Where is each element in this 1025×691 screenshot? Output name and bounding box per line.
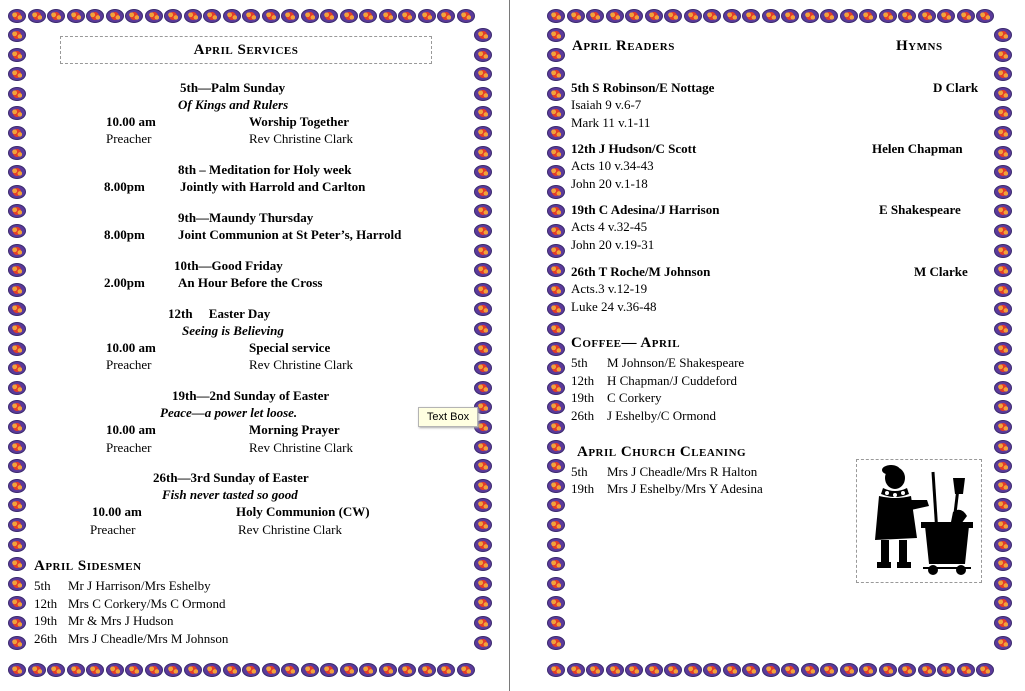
easter-egg-icon (547, 224, 565, 238)
easter-egg-icon (994, 479, 1012, 493)
easter-egg-icon (994, 636, 1012, 650)
easter-egg-icon (547, 146, 565, 160)
easter-egg-icon (547, 538, 565, 552)
easter-egg-icon (474, 596, 492, 610)
easter-egg-icon (994, 342, 1012, 356)
service-role: Preacher (90, 522, 136, 537)
service-role: Preacher (106, 131, 152, 146)
easter-egg-icon (898, 663, 916, 677)
easter-egg-icon (8, 557, 26, 571)
easter-egg-icon (8, 498, 26, 512)
easter-egg-icon (223, 9, 241, 23)
cleaning-names: Mrs J Eshelby/Mrs Y Adesina (607, 481, 763, 496)
easter-egg-icon (8, 106, 26, 120)
coffee-day: 12th (571, 373, 595, 388)
easter-egg-icon (918, 663, 936, 677)
easter-egg-icon (8, 263, 26, 277)
easter-egg-icon (547, 106, 565, 120)
reading: Luke 24 v.36-48 (571, 299, 657, 314)
coffee-title: Coffee— April (571, 335, 681, 351)
easter-egg-icon (145, 663, 163, 677)
easter-egg-icon (8, 342, 26, 356)
page-divider (509, 0, 510, 691)
easter-egg-icon (474, 165, 492, 179)
easter-egg-icon (474, 146, 492, 160)
easter-egg-icon (994, 283, 1012, 297)
service-preacher: Rev Christine Clark (249, 131, 353, 146)
easter-egg-icon (8, 459, 26, 473)
coffee-names: H Chapman/J Cuddeford (607, 373, 737, 388)
easter-egg-icon (976, 9, 994, 23)
easter-egg-icon (474, 342, 492, 356)
easter-egg-icon (586, 663, 604, 677)
service-time: 10.00 am (106, 422, 156, 437)
service-time: 10.00 am (106, 340, 156, 355)
easter-egg-icon (8, 126, 26, 140)
easter-egg-icon (8, 185, 26, 199)
easter-egg-icon (664, 9, 682, 23)
easter-egg-icon (586, 9, 604, 23)
easter-egg-icon (474, 577, 492, 591)
easter-egg-icon (8, 28, 26, 42)
easter-egg-icon (8, 400, 26, 414)
easter-egg-icon (474, 616, 492, 630)
service-time: 8.00pm (104, 227, 145, 242)
hymns-name: M Clarke (914, 264, 968, 279)
easter-egg-icon (547, 361, 565, 375)
easter-egg-icon (474, 636, 492, 650)
easter-egg-icon (859, 663, 877, 677)
easter-egg-icon (8, 48, 26, 62)
reader-heading: 12th J Hudson/C Scott (571, 141, 697, 156)
service-theme: Peace—a power let loose. (160, 405, 298, 420)
reader-heading: 5th S Robinson/E Nottage (571, 80, 715, 95)
easter-egg-icon (145, 9, 163, 23)
service-date: 19th—2nd Sunday of Easter (172, 388, 330, 403)
easter-egg-icon (547, 263, 565, 277)
coffee-names: J Eshelby/C Ormond (607, 408, 717, 423)
easter-egg-icon (474, 204, 492, 218)
easter-egg-icon (547, 400, 565, 414)
easter-egg-icon (8, 322, 26, 336)
coffee-names: C Corkery (607, 390, 662, 405)
easter-egg-icon (474, 459, 492, 473)
easter-egg-icon (164, 9, 182, 23)
service-event: Special service (249, 340, 331, 355)
easter-egg-icon (547, 459, 565, 473)
easter-egg-icon (547, 244, 565, 258)
easter-egg-icon (703, 9, 721, 23)
easter-egg-icon (474, 361, 492, 375)
reading: Acts 4 v.32-45 (571, 219, 648, 234)
easter-egg-icon (547, 165, 565, 179)
easter-egg-icon (684, 663, 702, 677)
easter-egg-icon (994, 381, 1012, 395)
easter-egg-icon (645, 9, 663, 23)
easter-egg-icon (567, 663, 585, 677)
service-preacher: Rev Christine Clark (238, 522, 342, 537)
easter-egg-icon (437, 663, 455, 677)
easter-egg-icon (547, 616, 565, 630)
easter-egg-icon (184, 9, 202, 23)
easter-egg-icon (994, 28, 1012, 42)
easter-egg-icon (8, 302, 26, 316)
easter-egg-icon (8, 636, 26, 650)
easter-egg-icon (8, 381, 26, 395)
easter-egg-icon (994, 459, 1012, 473)
easter-egg-icon (547, 420, 565, 434)
easter-egg-icon (606, 9, 624, 23)
service-date: 9th—Maundy Thursday (178, 210, 314, 225)
easter-egg-icon (547, 126, 565, 140)
easter-egg-icon (781, 663, 799, 677)
easter-egg-icon (8, 420, 26, 434)
reading: Acts.3 v.12-19 (571, 281, 648, 296)
easter-egg-icon (781, 9, 799, 23)
easter-egg-icon (474, 224, 492, 238)
easter-egg-icon (664, 663, 682, 677)
sidesmen-day: 26th (34, 631, 58, 646)
easter-egg-icon (547, 577, 565, 591)
service-date: 5th—Palm Sunday (180, 80, 286, 95)
easter-egg-icon (840, 663, 858, 677)
service-date: 12th Easter Day (168, 306, 271, 321)
easter-egg-icon (398, 663, 416, 677)
easter-egg-icon (994, 87, 1012, 101)
coffee-day: 26th (571, 408, 595, 423)
easter-egg-icon (547, 596, 565, 610)
easter-egg-icon (879, 663, 897, 677)
easter-egg-icon (8, 165, 26, 179)
service-preacher: Rev Christine Clark (249, 440, 353, 455)
service-date: 26th—3rd Sunday of Easter (153, 470, 309, 485)
easter-egg-icon (223, 663, 241, 677)
service-role: Preacher (106, 440, 152, 455)
easter-egg-icon (474, 106, 492, 120)
services-title-text: April Services (193, 42, 299, 58)
easter-egg-icon (994, 185, 1012, 199)
easter-egg-icon (67, 9, 85, 23)
easter-egg-icon (203, 9, 221, 23)
easter-egg-icon (762, 663, 780, 677)
easter-egg-icon (28, 9, 46, 23)
easter-egg-icon (340, 663, 358, 677)
easter-egg-icon (994, 146, 1012, 160)
sidesmen-day: 19th (34, 613, 58, 628)
easter-egg-icon (994, 538, 1012, 552)
easter-egg-icon (994, 224, 1012, 238)
sidesmen-day: 12th (34, 596, 58, 611)
easter-egg-icon (762, 9, 780, 23)
easter-egg-icon (106, 663, 124, 677)
easter-egg-icon (957, 9, 975, 23)
easter-egg-icon (723, 9, 741, 23)
easter-egg-icon (106, 9, 124, 23)
cleaning-title: April Church Cleaning (577, 444, 747, 460)
coffee-names: M Johnson/E Shakespeare (607, 355, 745, 370)
easter-egg-icon (994, 165, 1012, 179)
easter-egg-icon (547, 518, 565, 532)
easter-egg-icon (547, 381, 565, 395)
easter-egg-icon (8, 244, 26, 258)
easter-egg-icon (918, 9, 936, 23)
easter-egg-icon (8, 9, 26, 23)
easter-egg-icon (994, 322, 1012, 336)
easter-egg-icon (474, 48, 492, 62)
easter-egg-icon (320, 663, 338, 677)
service-time: 2.00pm (104, 275, 145, 290)
easter-egg-icon (474, 126, 492, 140)
easter-egg-icon (994, 596, 1012, 610)
easter-egg-icon (8, 479, 26, 493)
coffee-day: 5th (571, 355, 588, 370)
service-event: An Hour Before the Cross (178, 275, 323, 290)
easter-egg-icon (994, 557, 1012, 571)
sidesmen-names: Mrs J Cheadle/Mrs M Johnson (68, 631, 229, 646)
easter-egg-icon (801, 663, 819, 677)
service-preacher: Rev Christine Clark (249, 357, 353, 372)
reading: Mark 11 v.1-11 (571, 115, 651, 130)
coffee-day: 19th (571, 390, 595, 405)
easter-egg-icon (8, 663, 26, 677)
easter-egg-icon (474, 557, 492, 571)
easter-egg-icon (547, 28, 565, 42)
reading: John 20 v.1-18 (571, 176, 648, 191)
service-event: Jointly with Harrold and Carlton (180, 179, 366, 194)
easter-egg-icon (994, 361, 1012, 375)
easter-egg-icon (547, 302, 565, 316)
sidesmen-names: Mr J Harrison/Mrs Eshelby (68, 578, 211, 593)
easter-egg-icon (474, 440, 492, 454)
easter-egg-icon (359, 9, 377, 23)
easter-egg-icon (86, 663, 104, 677)
easter-egg-icon (359, 663, 377, 677)
easter-egg-icon (547, 283, 565, 297)
service-theme: Fish never tasted so good (162, 487, 298, 502)
easter-egg-icon (474, 538, 492, 552)
easter-egg-icon (994, 577, 1012, 591)
easter-egg-icon (8, 67, 26, 81)
easter-egg-icon (8, 440, 26, 454)
easter-egg-icon (474, 381, 492, 395)
easter-egg-icon (840, 9, 858, 23)
easter-egg-icon (994, 263, 1012, 277)
easter-egg-icon (379, 9, 397, 23)
easter-egg-icon (994, 67, 1012, 81)
easter-egg-icon (994, 302, 1012, 316)
easter-egg-icon (801, 9, 819, 23)
easter-egg-icon (474, 479, 492, 493)
easter-egg-icon (8, 87, 26, 101)
text-box-tooltip: Text Box (418, 407, 478, 427)
easter-egg-icon (994, 244, 1012, 258)
easter-egg-icon (8, 577, 26, 591)
easter-egg-icon (547, 48, 565, 62)
easter-egg-icon (203, 663, 221, 677)
easter-egg-icon (418, 663, 436, 677)
easter-egg-icon (262, 663, 280, 677)
easter-egg-icon (28, 663, 46, 677)
sidesmen-day: 5th (34, 578, 51, 593)
easter-egg-icon (820, 9, 838, 23)
easter-egg-icon (320, 9, 338, 23)
sidesmen-names: Mr & Mrs J Hudson (68, 613, 174, 628)
easter-egg-icon (994, 400, 1012, 414)
easter-egg-icon (723, 663, 741, 677)
easter-egg-icon (8, 518, 26, 532)
easter-egg-icon (8, 146, 26, 160)
cleaner-with-cart-icon[interactable] (856, 459, 982, 583)
easter-egg-icon (820, 663, 838, 677)
easter-egg-icon (8, 596, 26, 610)
easter-egg-icon (994, 616, 1012, 630)
easter-egg-icon (281, 9, 299, 23)
readers-title: April Readers (572, 38, 675, 54)
easter-egg-icon (547, 87, 565, 101)
easter-egg-icon (645, 663, 663, 677)
easter-egg-icon (8, 538, 26, 552)
easter-egg-icon (547, 557, 565, 571)
easter-egg-icon (379, 663, 397, 677)
easter-egg-icon (474, 67, 492, 81)
service-date: 10th—Good Friday (174, 258, 283, 273)
reading: John 20 v.19-31 (571, 237, 655, 252)
hymns-title: Hymns (896, 38, 943, 54)
easter-egg-icon (8, 224, 26, 238)
easter-egg-icon (340, 9, 358, 23)
easter-egg-icon (301, 663, 319, 677)
easter-egg-icon (937, 663, 955, 677)
easter-egg-icon (606, 663, 624, 677)
easter-egg-icon (457, 663, 475, 677)
easter-egg-icon (957, 663, 975, 677)
easter-egg-icon (547, 440, 565, 454)
easter-egg-icon (47, 9, 65, 23)
service-role: Preacher (106, 357, 152, 372)
easter-egg-icon (474, 244, 492, 258)
easter-egg-icon (994, 204, 1012, 218)
easter-egg-icon (547, 636, 565, 650)
easter-egg-icon (994, 126, 1012, 140)
service-theme: Seeing is Believing (182, 323, 284, 338)
easter-egg-icon (281, 663, 299, 677)
easter-egg-icon (547, 479, 565, 493)
easter-egg-icon (994, 106, 1012, 120)
reading: Isaiah 9 v.6-7 (571, 97, 642, 112)
service-time: 8.00pm (104, 179, 145, 194)
service-event: Joint Communion at St Peter’s, Harrold (178, 227, 402, 242)
easter-egg-icon (994, 48, 1012, 62)
easter-egg-icon (474, 498, 492, 512)
easter-egg-icon (301, 9, 319, 23)
reader-heading: 26th T Roche/M Johnson (571, 264, 711, 279)
easter-egg-icon (8, 204, 26, 218)
easter-egg-icon (625, 9, 643, 23)
service-date: 8th – Meditation for Holy week (178, 162, 352, 177)
reader-heading: 19th C Adesina/J Harrison (571, 202, 720, 217)
cleaning-day: 5th (571, 464, 588, 479)
easter-egg-icon (898, 9, 916, 23)
easter-egg-icon (437, 9, 455, 23)
easter-egg-icon (994, 440, 1012, 454)
easter-egg-icon (994, 498, 1012, 512)
easter-egg-icon (937, 9, 955, 23)
easter-egg-icon (547, 9, 565, 23)
easter-egg-icon (8, 361, 26, 375)
easter-egg-icon (474, 28, 492, 42)
easter-egg-icon (125, 663, 143, 677)
easter-egg-icon (8, 616, 26, 630)
easter-egg-icon (86, 9, 104, 23)
easter-egg-icon (742, 663, 760, 677)
easter-egg-icon (994, 518, 1012, 532)
cleaning-day: 19th (571, 481, 595, 496)
easter-egg-icon (418, 9, 436, 23)
service-event: Holy Communion (CW) (236, 504, 370, 519)
easter-egg-icon (703, 663, 721, 677)
easter-egg-icon (625, 663, 643, 677)
services-title[interactable] (60, 36, 432, 64)
easter-egg-icon (859, 9, 877, 23)
easter-egg-icon (547, 67, 565, 81)
easter-egg-icon (164, 663, 182, 677)
easter-egg-icon (547, 663, 565, 677)
easter-egg-icon (547, 204, 565, 218)
hymns-name: E Shakespeare (879, 202, 961, 217)
easter-egg-icon (474, 185, 492, 199)
easter-egg-icon (547, 342, 565, 356)
easter-egg-icon (994, 420, 1012, 434)
easter-egg-icon (684, 9, 702, 23)
sidesmen-title: April Sidesmen (34, 558, 142, 574)
service-time: 10.00 am (92, 504, 142, 519)
easter-egg-icon (547, 322, 565, 336)
easter-egg-icon (242, 9, 260, 23)
easter-egg-icon (67, 663, 85, 677)
easter-egg-icon (547, 498, 565, 512)
sidesmen-names: Mrs C Corkery/Ms C Ormond (68, 596, 226, 611)
easter-egg-icon (457, 9, 475, 23)
easter-egg-icon (474, 87, 492, 101)
cleaning-names: Mrs J Cheadle/Mrs R Halton (607, 464, 758, 479)
hymns-name: D Clark (933, 80, 979, 95)
service-event: Morning Prayer (249, 422, 340, 437)
easter-egg-icon (742, 9, 760, 23)
easter-egg-icon (184, 663, 202, 677)
reading: Acts 10 v.34-43 (571, 158, 654, 173)
easter-egg-icon (547, 185, 565, 199)
easter-egg-icon (8, 283, 26, 297)
service-time: 10.00 am (106, 114, 156, 129)
service-theme: Of Kings and Rulers (178, 97, 289, 112)
easter-egg-icon (474, 302, 492, 316)
easter-egg-icon (125, 9, 143, 23)
easter-egg-icon (398, 9, 416, 23)
hymns-name: Helen Chapman (872, 141, 963, 156)
easter-egg-icon (474, 283, 492, 297)
easter-egg-icon (262, 9, 280, 23)
service-event: Worship Together (249, 114, 350, 129)
easter-egg-icon (474, 263, 492, 277)
easter-egg-icon (567, 9, 585, 23)
easter-egg-icon (242, 663, 260, 677)
easter-egg-icon (976, 663, 994, 677)
easter-egg-icon (879, 9, 897, 23)
easter-egg-icon (474, 322, 492, 336)
easter-egg-icon (47, 663, 65, 677)
easter-egg-icon (474, 518, 492, 532)
